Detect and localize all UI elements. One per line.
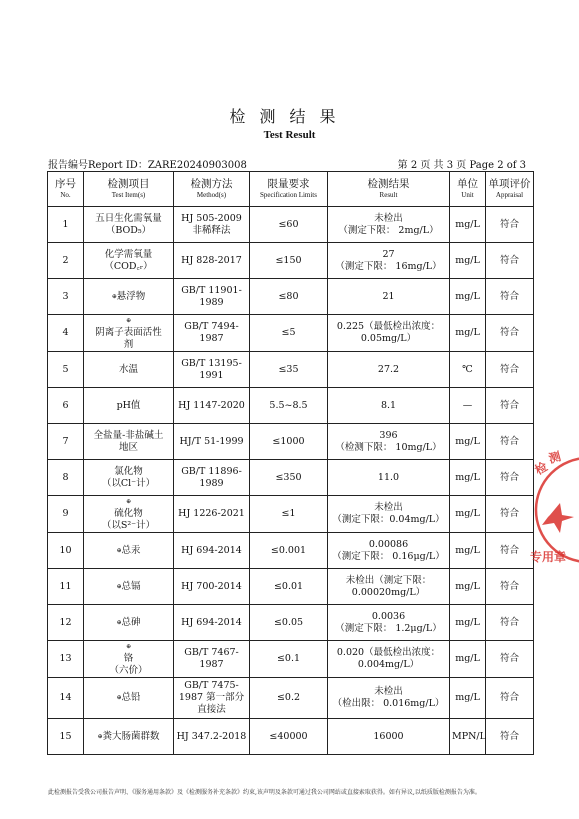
test-item-line: 铬 [123, 653, 134, 664]
test-method-line: HJ 347.2-2018 [176, 730, 247, 742]
test-item-line: （六价） [109, 665, 148, 676]
test-method [174, 279, 250, 315]
page-title-cn: 检测结果 [229, 107, 350, 126]
unit: mg/L [450, 533, 486, 569]
accreditation-mark-icon: ⊕ [116, 582, 122, 590]
test-item-line: （BOD₅） [105, 224, 152, 236]
test-method-line: GB/T 11896- [181, 465, 242, 477]
row-number: 15 [48, 719, 84, 755]
unit: mg/L [450, 460, 486, 496]
appraisal: 符合 [486, 388, 534, 424]
test-item-line: 阴离子表面活性 [95, 327, 162, 338]
appraisal: 符合 [486, 207, 534, 243]
appraisal: 符合 [486, 533, 534, 569]
spec-limit: ≤0.2 [250, 678, 328, 719]
test-result-line: 0.05mg/L） [360, 333, 417, 344]
table-row [48, 424, 534, 460]
column-header [250, 172, 328, 207]
test-method-line: GB/T 11901- [181, 284, 242, 296]
row-number: 7 [48, 424, 84, 460]
appraisal: 符合 [486, 279, 534, 315]
appraisal: 符合 [486, 424, 534, 460]
spec-limit: ≤0.05 [250, 605, 328, 641]
column-header-cn: 限量要求 [267, 178, 310, 190]
test-result-line: 27.2 [377, 363, 400, 375]
spec-limit: ≤0.001 [250, 533, 328, 569]
test-item-line: 硫化物 [114, 508, 143, 519]
test-result-line: 396 [379, 429, 398, 441]
appraisal: 符合 [486, 605, 534, 641]
test-method-line: HJ 694-2014 [181, 616, 242, 628]
spec-limit: ≤1000 [250, 424, 328, 460]
table-row [48, 460, 534, 496]
svg-text:用: 用 [542, 550, 555, 564]
test-result-line: （检测下限： 10mg/L） [335, 441, 442, 453]
test-method-line: 1989 [199, 296, 224, 308]
spec-limit: ≤80 [250, 279, 328, 315]
test-result-line: 0.004mg/L） [357, 659, 420, 670]
test-method-line: 非稀释法 [192, 224, 231, 236]
test-item-name: 总砷 [121, 616, 141, 628]
page-title-en: Test Result [263, 129, 316, 141]
column-header [486, 172, 534, 207]
spec-limit: ≤60 [250, 207, 328, 243]
test-result [328, 243, 450, 279]
spec-limit: ≤350 [250, 460, 328, 496]
test-result [328, 279, 450, 315]
test-item-line: 地区 [118, 441, 138, 453]
test-method [174, 388, 250, 424]
unit: MPN/L [450, 719, 486, 755]
column-header-en: Appraisal [495, 191, 524, 199]
appraisal: 符合 [486, 352, 534, 388]
column-header-cn: 检测项目 [107, 178, 150, 190]
test-method-line: 直接法 [197, 704, 226, 715]
test-item-name: pH值 [116, 399, 141, 411]
table-row [48, 315, 534, 352]
test-item-line: 氯化物 [114, 465, 143, 477]
appraisal: 符合 [486, 719, 534, 755]
spec-limit: ≤5 [250, 315, 328, 352]
test-method-line: 1987 [199, 333, 224, 344]
test-item-line: （以S²⁻计） [101, 520, 156, 531]
svg-text:检: 检 [532, 459, 550, 478]
unit: mg/L [450, 315, 486, 352]
unit: mg/L [450, 496, 486, 533]
appraisal: 符合 [486, 569, 534, 605]
test-item-line: 剂 [123, 339, 134, 350]
test-result-line: 27 [382, 248, 395, 260]
appraisal: 符合 [486, 641, 534, 678]
column-header [328, 172, 450, 207]
column-header [174, 172, 250, 207]
company-seal [528, 435, 579, 585]
test-result [328, 496, 450, 533]
row-number: 4 [48, 315, 84, 352]
test-result-line: 未检出（测定下限： [345, 574, 432, 586]
unit: mg/L [450, 678, 486, 719]
test-result-line: 0.225（最低检出浓度： [336, 321, 441, 332]
test-item [84, 641, 174, 678]
table-row [48, 719, 534, 755]
test-result-line: 8.1 [380, 399, 397, 411]
test-result [328, 678, 450, 719]
column-header-en: Specification Limits [260, 191, 317, 199]
test-result-line: 未检出 [374, 686, 403, 697]
row-number: 3 [48, 279, 84, 315]
test-method [174, 496, 250, 533]
test-method-line: 1987 第一部分 [178, 692, 245, 703]
test-item-line: 全盐量-非盐碱土 [93, 429, 164, 441]
test-item [84, 533, 174, 569]
unit: mg/L [450, 424, 486, 460]
table-header-row [48, 172, 534, 207]
test-item-line: 五日生化需氧量 [95, 212, 162, 224]
column-header [48, 172, 84, 207]
test-result [328, 315, 450, 352]
test-item [84, 605, 174, 641]
table-row [48, 533, 534, 569]
test-result [328, 719, 450, 755]
appraisal: 符合 [486, 315, 534, 352]
accreditation-mark-icon: ⊕ [97, 732, 103, 740]
svg-text:专: 专 [530, 550, 543, 564]
test-result-line: （测定下限： 2mg/L） [338, 224, 439, 236]
test-item [84, 207, 174, 243]
spec-limit: ≤1 [250, 496, 328, 533]
row-number: 2 [48, 243, 84, 279]
table-row [48, 605, 534, 641]
accreditation-mark-icon: ⊕ [125, 643, 132, 650]
test-method-line: HJ 1226-2021 [178, 508, 245, 519]
spec-limit: ≤0.01 [250, 569, 328, 605]
appraisal: 符合 [486, 678, 534, 719]
accreditation-mark-icon: ⊕ [116, 618, 122, 626]
test-method-line: 1987 [199, 659, 224, 670]
column-header-en: Test Item(s) [111, 191, 146, 199]
test-result [328, 352, 450, 388]
test-method-line: HJ 505-2009 [181, 212, 242, 224]
accreditation-mark-icon: ⊕ [125, 498, 132, 505]
report-id: ZARE20240903008 [147, 160, 247, 171]
test-method [174, 424, 250, 460]
test-result-line: 0.00086 [368, 538, 409, 550]
test-item-name: 总铅 [121, 692, 141, 703]
appraisal: 符合 [486, 243, 534, 279]
table-row [48, 352, 534, 388]
result-table [47, 171, 534, 755]
column-header-cn: 检测结果 [367, 178, 410, 190]
test-method [174, 315, 250, 352]
accreditation-mark-icon: ⊕ [116, 546, 122, 554]
test-method-line: HJ 828-2017 [181, 254, 242, 266]
column-header-cn: 检测方法 [190, 178, 233, 190]
column-header-en: Result [379, 191, 398, 199]
test-method-line: GB/T 7475- [184, 680, 239, 691]
test-method [174, 352, 250, 388]
test-method [174, 641, 250, 678]
test-item-name: 悬浮物 [116, 290, 146, 302]
test-result [328, 207, 450, 243]
table-row [48, 388, 534, 424]
unit: — [450, 388, 486, 424]
table-row [48, 678, 534, 719]
accreditation-mark-icon: ⊕ [125, 317, 132, 324]
unit: mg/L [450, 641, 486, 678]
test-item [84, 460, 174, 496]
report-id-line [48, 156, 247, 171]
table-row [48, 207, 534, 243]
column-header-en: Method(s) [196, 191, 227, 199]
test-method-line: HJ 694-2014 [181, 544, 242, 556]
test-result [328, 533, 450, 569]
spec-limit: ≤150 [250, 243, 328, 279]
test-result-line: （测定下限： 0.16μg/L） [332, 550, 445, 562]
test-result [328, 388, 450, 424]
test-method-line: GB/T 7494- [184, 321, 239, 332]
table-body [48, 207, 534, 755]
column-header-en: Unit [461, 191, 474, 199]
table-row [48, 569, 534, 605]
row-number: 1 [48, 207, 84, 243]
row-number: 11 [48, 569, 84, 605]
test-result-line: 16000 [373, 730, 404, 742]
test-method-line: HJ 700-2014 [181, 580, 242, 592]
column-header-cn: 序号 [55, 178, 76, 190]
test-result-line: 0.00020mg/L） [351, 586, 426, 598]
accreditation-mark-icon: ⊕ [116, 694, 122, 701]
test-item [84, 352, 174, 388]
test-result-line: 0.0036 [371, 610, 406, 622]
test-method-line: 1991 [199, 369, 224, 381]
spec-limit: ≤35 [250, 352, 328, 388]
test-result [328, 460, 450, 496]
row-number: 5 [48, 352, 84, 388]
column-header-cn: 单位 [457, 178, 478, 190]
test-item [84, 424, 174, 460]
appraisal: 符合 [486, 496, 534, 533]
test-item [84, 496, 174, 533]
test-result-line: 21 [382, 290, 395, 302]
unit: ℃ [450, 352, 486, 388]
test-item-name: 总汞 [121, 544, 141, 556]
test-result-line: （检出限： 0.016mg/L） [332, 698, 445, 709]
test-result [328, 424, 450, 460]
test-item-name: 总镉 [121, 580, 141, 592]
row-number: 9 [48, 496, 84, 533]
row-number: 10 [48, 533, 84, 569]
test-method [174, 719, 250, 755]
test-result-line: 11.0 [377, 471, 400, 483]
unit: mg/L [450, 207, 486, 243]
test-item [84, 243, 174, 279]
test-result-line: （测定下限： 16mg/L） [335, 260, 442, 272]
table-row [48, 641, 534, 678]
test-item [84, 315, 174, 352]
report-id-label: 报告编号Report ID： [48, 160, 148, 171]
column-header-cn: 单项评价 [488, 178, 531, 190]
unit: mg/L [450, 605, 486, 641]
footer-note: 此检测报告受我公司报告声明、《服务通用条款》及《检测服务补充条款》约束,该声明及条款可通过我公司网站或直接索取获得。如有异议,以纸质版检测报告为准。 [48, 789, 481, 796]
column-header [84, 172, 174, 207]
test-method-line: GB/T 7467- [184, 647, 239, 658]
test-item [84, 678, 174, 719]
test-result-line: （测定下限：0.04mg/L） [332, 514, 445, 525]
test-item [84, 279, 174, 315]
test-item [84, 719, 174, 755]
accreditation-mark-icon: ⊕ [111, 292, 117, 300]
unit: mg/L [450, 569, 486, 605]
test-item-name: 水温 [118, 363, 138, 375]
test-result [328, 605, 450, 641]
row-number: 12 [48, 605, 84, 641]
appraisal: 符合 [486, 460, 534, 496]
test-method-line: 1989 [199, 477, 224, 489]
row-number: 6 [48, 388, 84, 424]
spec-limit: ≤40000 [250, 719, 328, 755]
test-item-line: （以Cl⁻计） [101, 477, 156, 489]
test-item-name: 粪大肠菌群数 [102, 730, 160, 742]
page-number: 第 2 页 共 3 页 Page 2 of 3 [397, 160, 526, 171]
unit: mg/L [450, 279, 486, 315]
test-method [174, 605, 250, 641]
test-result [328, 641, 450, 678]
table-row [48, 279, 534, 315]
column-header [450, 172, 486, 207]
test-method-line: HJ 1147-2020 [178, 399, 245, 411]
test-method-line: HJ/T 51-1999 [179, 435, 244, 447]
test-result-line: 0.020（最低检出浓度： [336, 647, 441, 658]
test-result-line: 未检出 [374, 212, 403, 224]
table-row [48, 243, 534, 279]
svg-text:测: 测 [547, 449, 563, 466]
test-method [174, 533, 250, 569]
row-number: 8 [48, 460, 84, 496]
spec-limit: ≤0.1 [250, 641, 328, 678]
test-item [84, 569, 174, 605]
unit: mg/L [450, 243, 486, 279]
test-item-line: （COD꜀ᵣ） [104, 260, 153, 272]
test-item [84, 388, 174, 424]
svg-text:章: 章 [554, 550, 567, 564]
row-number: 14 [48, 678, 84, 719]
test-result-line: 未检出 [374, 502, 403, 513]
test-result-line: （测定下限： 1.2μg/L） [335, 622, 442, 634]
test-method-line: GB/T 13195- [181, 357, 242, 369]
test-method [174, 207, 250, 243]
row-number: 13 [48, 641, 84, 678]
spec-limit: 5.5~8.5 [250, 388, 328, 424]
table-row [48, 496, 534, 533]
test-method [174, 569, 250, 605]
test-method [174, 460, 250, 496]
column-header-en: No. [60, 191, 71, 199]
test-method [174, 678, 250, 719]
test-item-line: 化学需氧量 [104, 248, 153, 260]
test-result [328, 569, 450, 605]
test-method [174, 243, 250, 279]
